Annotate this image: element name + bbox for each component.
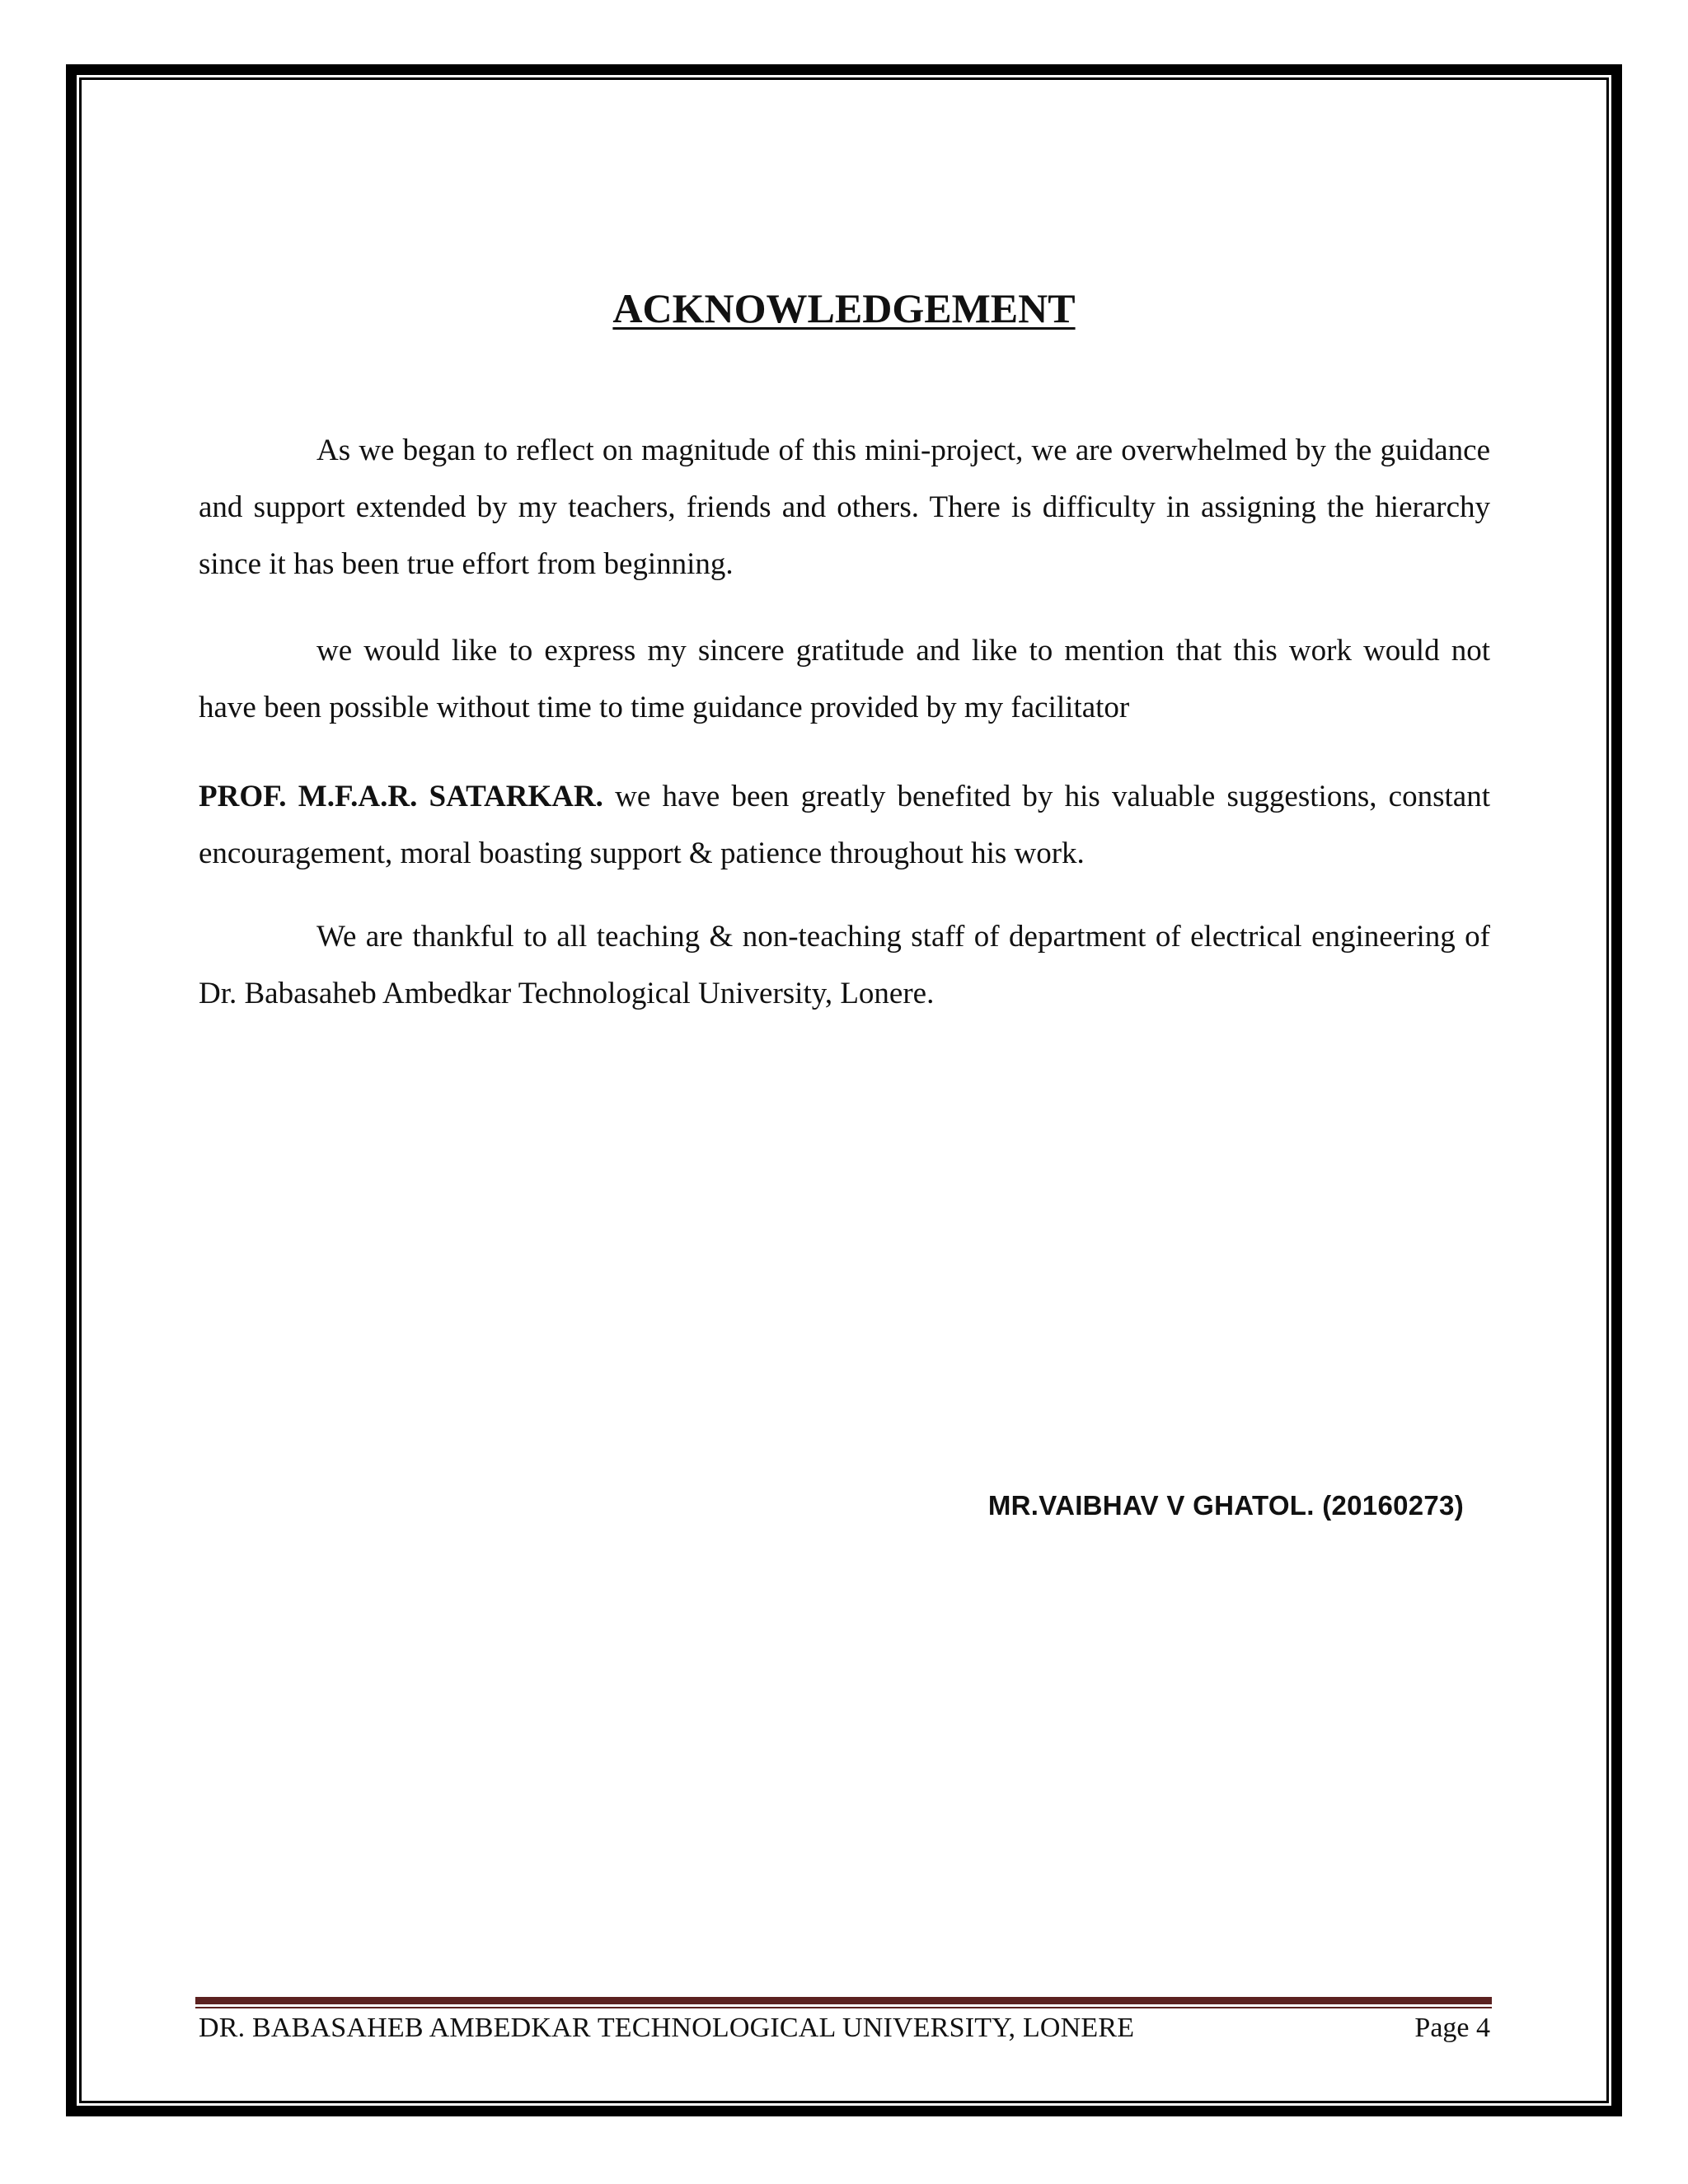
- paragraph-1-block: [199, 422, 1490, 593]
- page-title: ACKNOWLEDGEMENT: [612, 285, 1076, 331]
- facilitator-name: PROF. M.F.A.R. SATARKAR.: [199, 780, 603, 813]
- paragraph-3-block: [199, 768, 1490, 882]
- paragraph-3: [199, 768, 1490, 882]
- footer-university: DR. BABASAHEB AMBEDKAR TECHNOLOGICAL UNIVERSITY, LONERE: [199, 2013, 1135, 2043]
- paragraph-1: As we began to reflect on magnitude of this mini-project, we are overwhelmed by the guidance and support extended by my teachers, friends and others. There is difficulty in assigning the hierarchy since it has been true effort from beginning.: [199, 434, 1490, 581]
- page-border-inner: [79, 77, 1609, 2103]
- footer-page-number: Page 4: [1414, 2013, 1490, 2043]
- paragraph-2: we would like to express my sincere gratitude and like to mention that this work would not have been possible without time to time guidance provided by my facilitator: [199, 634, 1490, 724]
- facilitator-text: we have been greatly benefited by his valuable suggestions, constant encouragement, moral boasting support & patience throughout his work.: [199, 780, 1490, 870]
- paragraph-4-block: [199, 908, 1490, 1022]
- paragraph-4: We are thankful to all teaching & non-teaching staff of department of electrical engineering of Dr. Babasaheb Ambedkar Technological University, Lonere.: [199, 920, 1490, 1010]
- signature: MR.VAIBHAV V GHATOL. (20160273): [987, 1490, 1464, 1521]
- footer-rule: [195, 1997, 1492, 2004]
- paragraph-2-block: [199, 622, 1490, 736]
- footer-rule-thin: [195, 2007, 1492, 2008]
